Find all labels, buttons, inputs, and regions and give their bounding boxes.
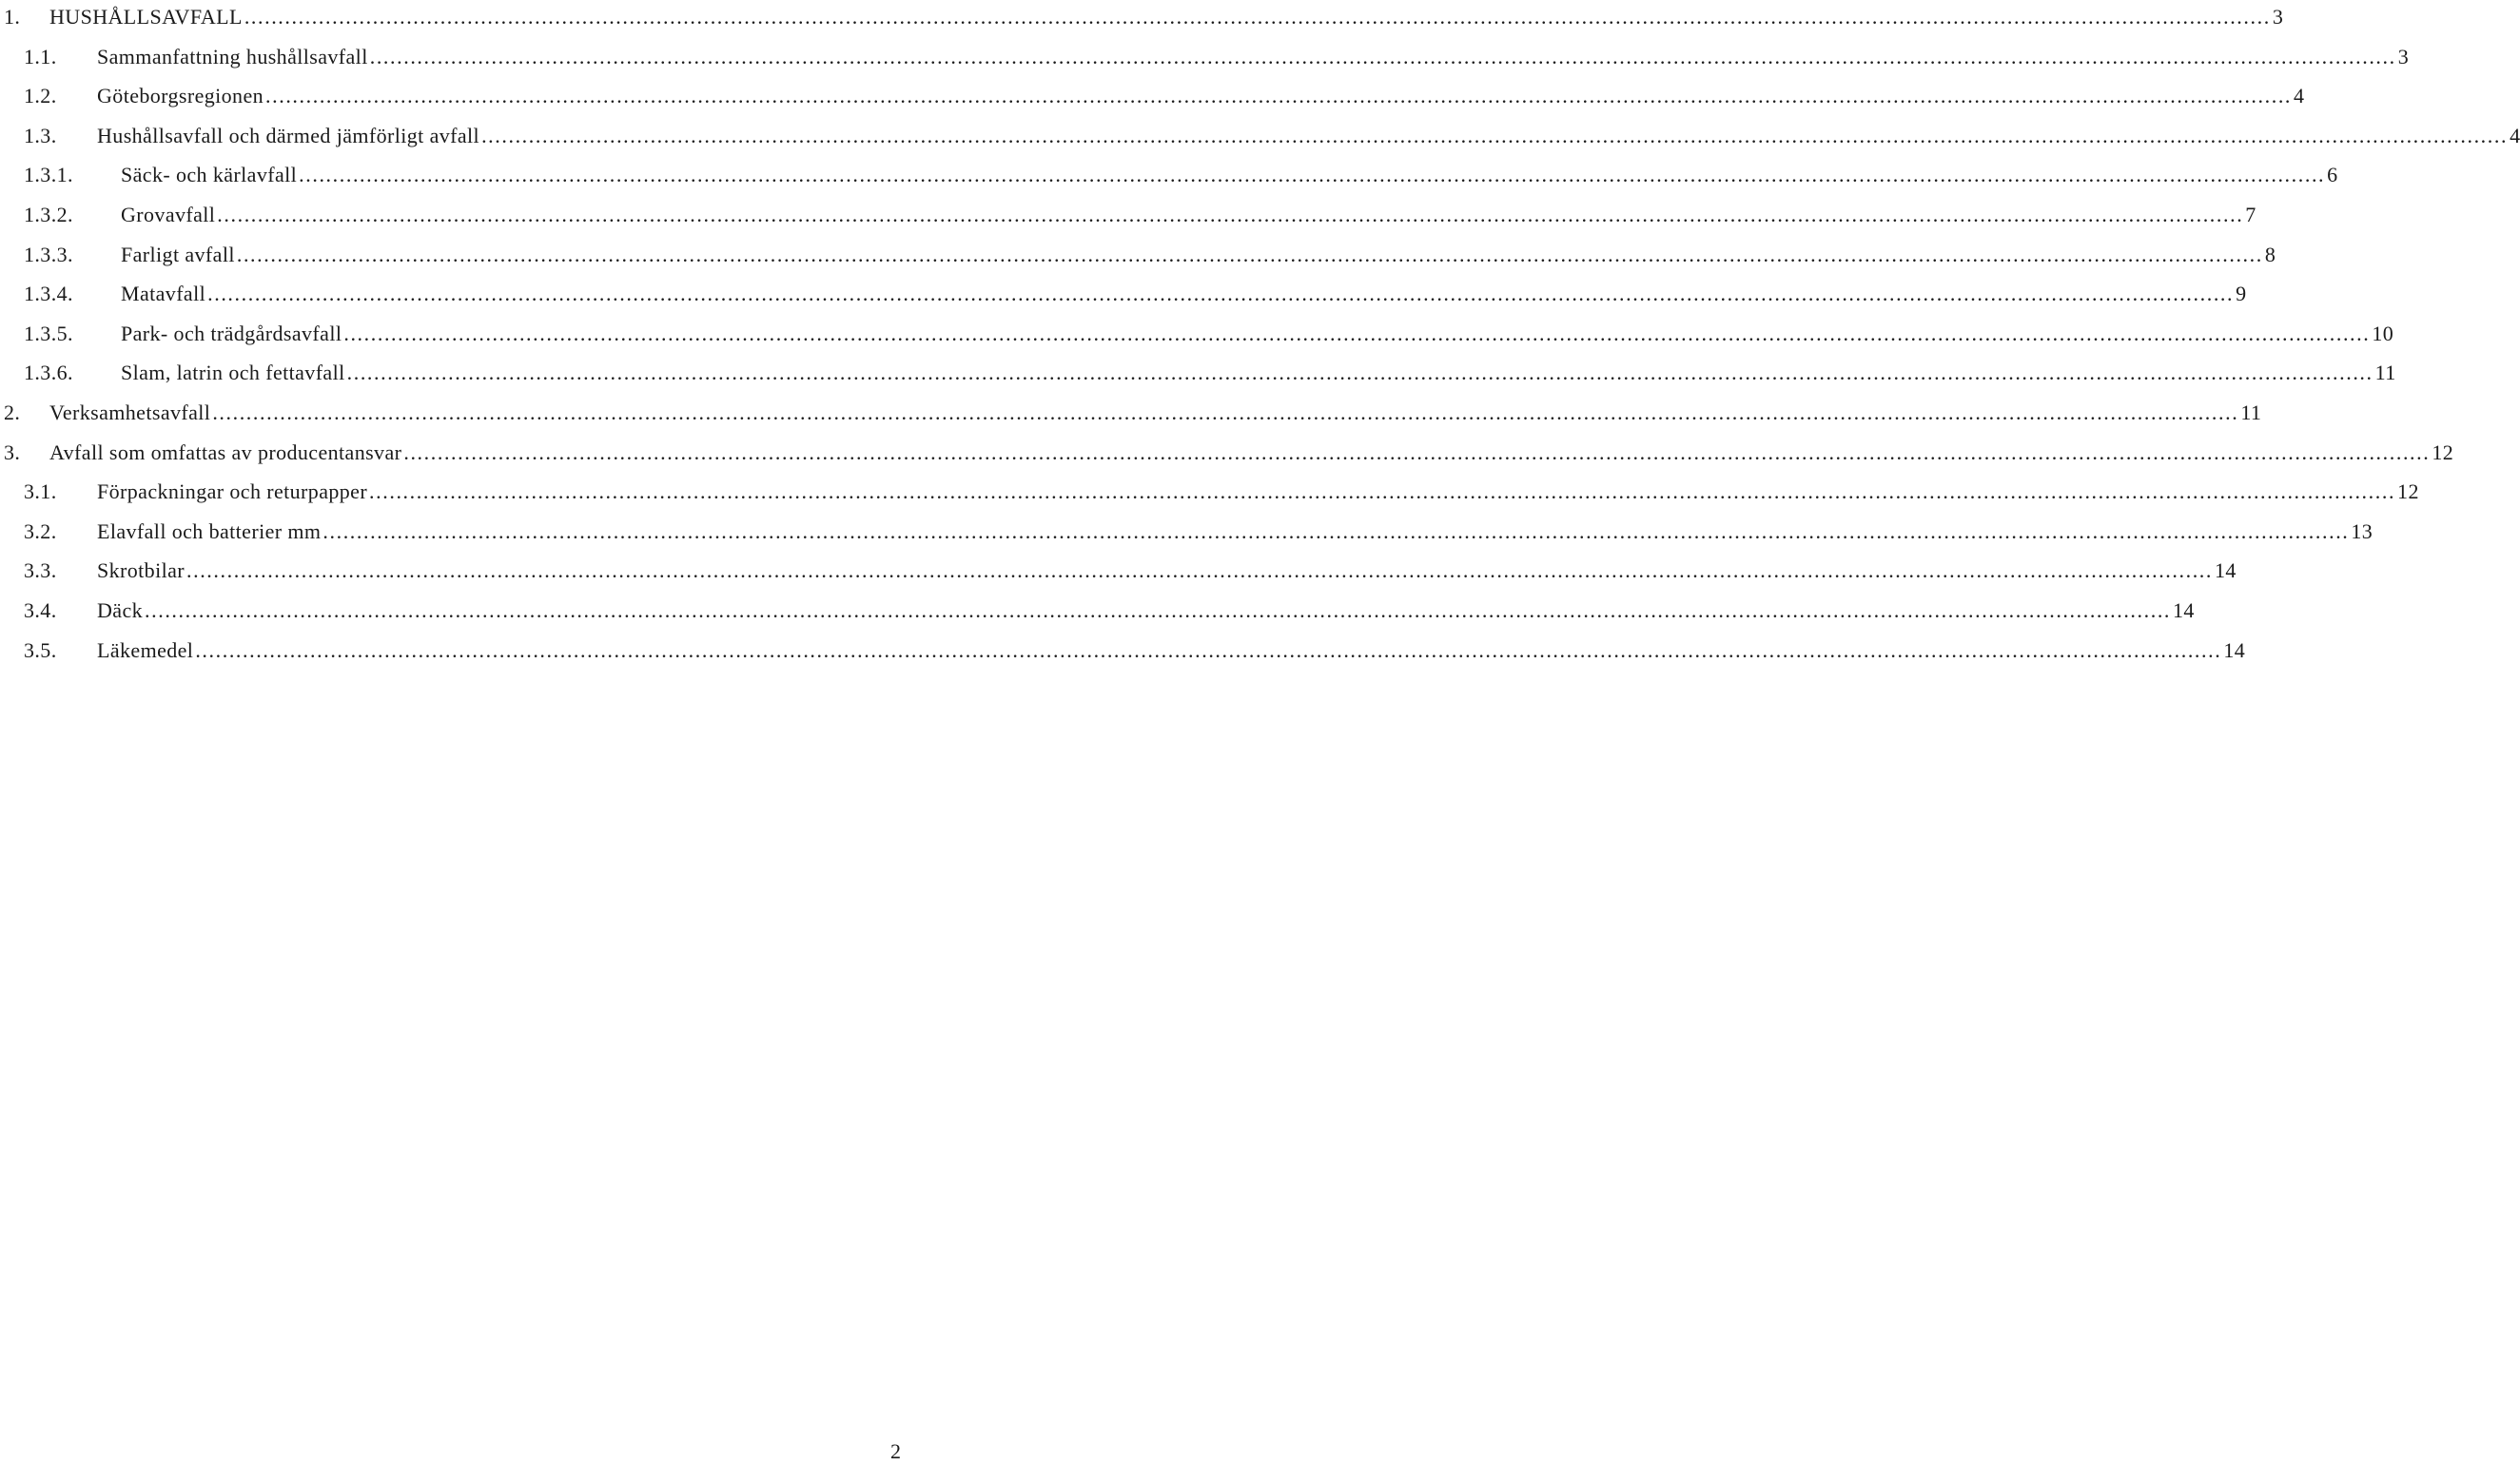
toc-entry-title: Sammanfattning hushållsavfall [97, 44, 368, 68]
toc-entry-body [49, 438, 2454, 468]
toc-entry-title: Slam, latrin och fettavfall [121, 361, 345, 385]
toc-entry-body [121, 200, 2256, 230]
toc-entry-title: Verksamhetsavfall [49, 400, 211, 424]
toc-leader-dots: ............................................................................................................................................................................................................................................................................................................ [244, 5, 2271, 29]
toc-entry-page: 3 [2272, 5, 2284, 29]
toc-leader-dots: ............................................................................................................................................................................................................................................................................................................ [369, 479, 2396, 504]
toc-entry-page: 8 [2264, 242, 2276, 266]
toc-entry[interactable] [0, 358, 2396, 388]
toc-entry-body [97, 596, 2195, 626]
toc-entry-number: 2. [4, 400, 21, 424]
toc-entry-number: 1.3.4. [24, 282, 73, 306]
toc-entry-body [97, 635, 2246, 666]
toc-entry-body [121, 160, 2338, 190]
toc-entry-number: 1.2. [24, 84, 57, 108]
toc-leader-dots: ............................................................................................................................................................................................................................................................................................................ [265, 84, 2293, 108]
toc-entry-page: 11 [2374, 361, 2396, 385]
toc-entry-title: Hushållsavfall och därmed jämförligt avfall [97, 123, 480, 147]
toc-leader-dots: ............................................................................................................................................................................................................................................................................................................ [403, 440, 2431, 464]
toc-entry-page: 9 [2236, 282, 2247, 306]
toc-entry[interactable] [0, 200, 2256, 230]
toc-leader-dots: ............................................................................................................................................................................................................................................................................................................ [212, 400, 2239, 424]
toc-entry-title: Park- och trädgårdsavfall [121, 321, 342, 345]
toc-entry-title: Förpackningar och returpapper [97, 479, 368, 504]
toc-entry[interactable] [0, 517, 2373, 547]
toc-leader-dots: ............................................................................................................................................................................................................................................................................................................ [346, 361, 2373, 385]
toc-entry-title: Grovavfall [121, 203, 216, 226]
toc-entry-number: 3.4. [24, 598, 57, 622]
toc-entry-page: 3 [2397, 44, 2410, 68]
toc-entry-body [97, 121, 2520, 151]
toc-entry-number: 3.3. [24, 558, 57, 583]
toc-entry-number: 3.5. [24, 637, 57, 662]
toc-entry-page: 14 [2223, 637, 2246, 662]
toc-entry-page: 4 [2510, 123, 2520, 147]
toc-entry-number: 1.3.6. [24, 361, 73, 385]
toc-entry-number: 1.3.2. [24, 203, 73, 226]
toc-entry[interactable] [0, 279, 2247, 309]
toc-entry-title: HUSHÅLLSAVFALL [49, 5, 243, 29]
toc-entry-page: 14 [2173, 598, 2195, 622]
toc-entry-number: 3.2. [24, 518, 57, 543]
toc-entry[interactable] [0, 438, 2454, 468]
toc-entry-number: 1.3.5. [24, 321, 73, 345]
toc-entry-page: 12 [2397, 479, 2419, 504]
toc-leader-dots: ............................................................................................................................................................................................................................................................................................................ [236, 242, 2263, 266]
toc-leader-dots: ............................................................................................................................................................................................................................................................................................................ [217, 203, 2244, 226]
toc-entry-body [97, 42, 2410, 72]
toc-entry-body [97, 81, 2305, 111]
toc-entry-body [121, 240, 2276, 270]
toc-entry-body [49, 398, 2262, 428]
toc-leader-dots: ............................................................................................................................................................................................................................................................................................................ [299, 163, 2326, 187]
toc-entry-page: 6 [2327, 163, 2338, 187]
toc-entry-body [49, 2, 2284, 32]
toc-entry[interactable] [0, 2, 2284, 32]
toc-entry[interactable] [0, 160, 2338, 190]
toc-leader-dots: ............................................................................................................................................................................................................................................................................................................ [207, 282, 2235, 306]
toc-entry[interactable] [0, 398, 2262, 428]
toc-entry-number: 1.3.3. [24, 242, 73, 266]
toc-entry-page: 14 [2215, 558, 2237, 583]
toc-leader-dots: ............................................................................................................................................................................................................................................................................................................ [369, 44, 2396, 68]
toc-entry-page: 10 [2372, 321, 2394, 345]
toc-entry-body [121, 279, 2247, 309]
toc-entry-number: 1.3.1. [24, 163, 73, 187]
toc-entry-body [97, 556, 2237, 586]
toc-entry-title: Avfall som omfattas av producentansvar [49, 440, 402, 464]
toc-entry-title: Läkemedel [97, 637, 194, 662]
toc-entry-body [121, 319, 2394, 349]
toc-entry-title: Göteborgsregionen [97, 84, 264, 108]
toc-entry[interactable] [0, 240, 2276, 270]
toc-entry-page: 12 [2432, 440, 2454, 464]
toc-entry-title: Farligt avfall [121, 242, 235, 266]
toc-entry-number: 1.1. [24, 44, 57, 68]
toc-leader-dots: ............................................................................................................................................................................................................................................................................................................ [195, 637, 2222, 662]
toc-entry-number: 3. [4, 440, 21, 464]
toc-entry-title: Skrotbilar [97, 558, 185, 583]
toc-entry[interactable] [0, 635, 2246, 666]
toc-entry[interactable] [0, 319, 2394, 349]
toc-entry-number: 3.1. [24, 479, 57, 504]
toc-entry-number: 1. [4, 5, 21, 29]
toc-entry-body [97, 477, 2419, 507]
toc-entry-page: 13 [2351, 518, 2373, 543]
toc-leader-dots: ............................................................................................................................................................................................................................................................................................................ [481, 123, 2509, 147]
toc-entry[interactable] [0, 596, 2195, 626]
toc-entry[interactable] [0, 42, 2410, 72]
page-number: 2 [890, 1439, 901, 1463]
toc-entry-body [97, 517, 2373, 547]
toc-entry-title: Säck- och kärlavfall [121, 163, 298, 187]
toc-entry[interactable] [0, 121, 2520, 151]
toc-entry[interactable] [0, 477, 2419, 507]
toc-leader-dots: ............................................................................................................................................................................................................................................................................................................ [186, 558, 2213, 583]
toc-leader-dots: ............................................................................................................................................................................................................................................................................................................ [145, 598, 2172, 622]
toc-leader-dots: ............................................................................................................................................................................................................................................................................................................ [322, 518, 2350, 543]
toc-entry-number: 1.3. [24, 123, 57, 147]
toc-entry-page: 11 [2240, 400, 2262, 424]
toc-entry-title: Matavfall [121, 282, 206, 306]
toc-entry[interactable] [0, 556, 2237, 586]
toc-entry-body [121, 358, 2396, 388]
toc-entry[interactable] [0, 81, 2305, 111]
toc-entry-page: 4 [2294, 84, 2305, 108]
toc-entry-page: 7 [2245, 203, 2256, 226]
toc-entry-title: Elavfall och batterier mm [97, 518, 322, 543]
toc-entry-title: Däck [97, 598, 144, 622]
toc-leader-dots: ............................................................................................................................................................................................................................................................................................................ [343, 321, 2371, 345]
